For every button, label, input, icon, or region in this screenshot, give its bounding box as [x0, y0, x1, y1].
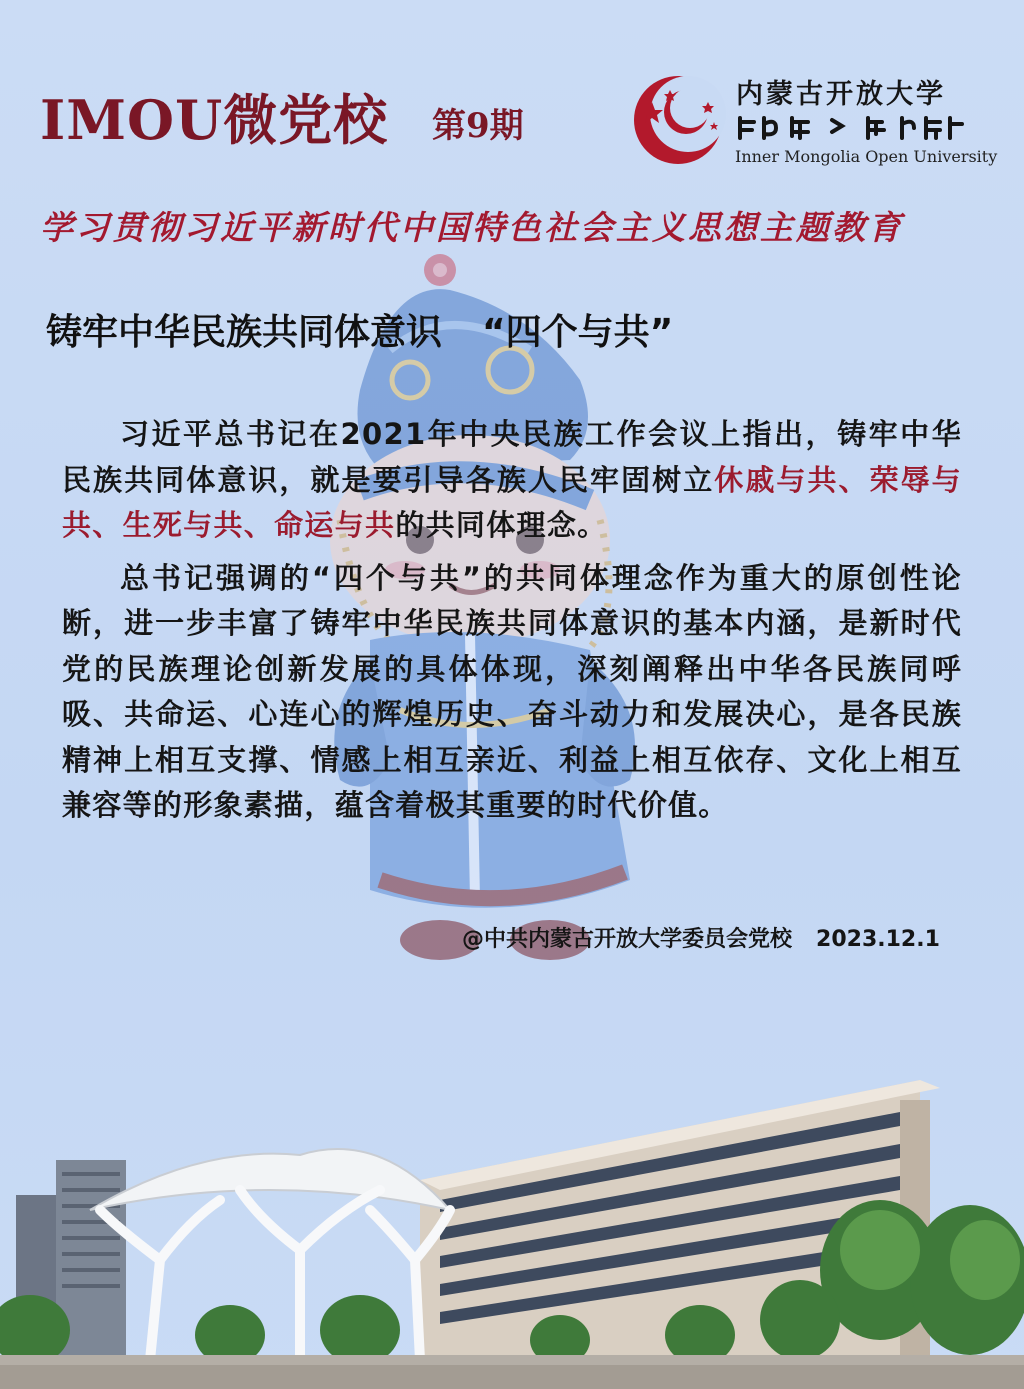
article-body: [62, 412, 962, 836]
article-title-main: 铸牢中华民族共同体意识: [46, 312, 443, 353]
article-title: [46, 304, 673, 355]
credit-date: 2023.12.1: [816, 927, 940, 952]
article-title-quoted: “四个与共”: [482, 312, 674, 353]
star-crescent-logo-icon: [630, 72, 726, 168]
university-name-en: Inner Mongolia Open University: [735, 147, 998, 166]
credit-line: [462, 922, 940, 953]
paragraph-1: [62, 412, 962, 549]
mongolian-wordmark-icon: [736, 112, 964, 142]
credit-org: @中共内蒙古开放大学委员会党校: [462, 927, 793, 952]
paragraph-1-ending: 的共同体理念。: [395, 508, 608, 542]
university-name-cn: 内蒙古开放大学: [736, 79, 946, 110]
brand-title: IMOU微党校: [40, 88, 389, 152]
issue-number: 第9期: [432, 106, 524, 146]
highlight-four-togethers: 休戚与共、荣辱与共、生死与共、命运与共: [62, 462, 962, 542]
paragraph-2: 总书记强调的“四个与共”的共同体理念作为重大的原创性论断，进一步丰富了铸牢中华民族共同体意识的基本内涵，是新时代党的民族理论创新发展的具体体现，深刻阐释出中华各民族同呼吸、共命运、心连心的辉煌历史、奋斗动力和发展决心，是各民族精神上相互支撑、情感上相互亲近、利益上相互依存、文化上相互兼容等的形象素描，蕴含着极其重要的时代价值。: [62, 560, 962, 822]
campus-building-illustration: [0, 1060, 1024, 1389]
paragraph-1-text: 习近平总书记在2021年中央民族工作会议上指出，铸牢中华民族共同体意识，就是要引导各族人民牢固树立: [62, 417, 962, 497]
theme-subtitle: 学习贯彻习近平新时代中国特色社会主义思想主题教育: [40, 208, 904, 247]
